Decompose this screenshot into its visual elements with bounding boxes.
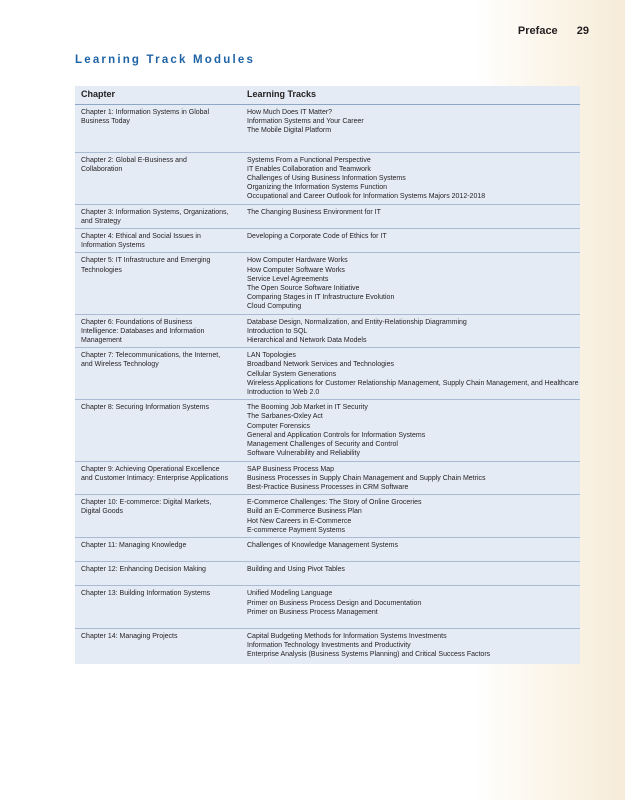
- learning-track-item: Management Challenges of Security and Control: [247, 441, 398, 449]
- chapter-cell: [75, 351, 247, 397]
- chapter-cell: [75, 403, 247, 458]
- learning-tracks-cell: [247, 256, 580, 311]
- learning-track-item: The Mobile Digital Platform: [247, 127, 332, 135]
- learning-track-item: Introduction to SQL: [247, 327, 308, 335]
- chapter-cell: [75, 465, 247, 493]
- chapter-text: Chapter 4: Ethical and Social Issues in: [81, 233, 201, 241]
- learning-track-item: Information Systems and Your Career: [247, 118, 364, 126]
- chapter-text: Chapter 12: Enhancing Decision Making: [81, 566, 206, 574]
- learning-tracks-cell: [247, 565, 580, 574]
- learning-tracks-cell: [247, 108, 580, 136]
- learning-track-item: Software Vulnerability and Reliability: [247, 450, 360, 458]
- learning-tracks-cell: [247, 498, 580, 535]
- learning-track-item: The Booming Job Market in IT Security: [247, 404, 368, 412]
- chapter-text: and Customer Intimacy: Enterprise Applications: [81, 474, 229, 482]
- chapter-text: and Strategy: [81, 217, 121, 225]
- chapter-text: Chapter 10: E-commerce: Digital Markets,: [81, 499, 212, 507]
- learning-track-item: Database Design, Normalization, and Entity-Relationship Diagramming: [247, 318, 467, 326]
- learning-tracks-cell: [247, 403, 580, 458]
- learning-track-item: Unified Modeling Language: [247, 590, 333, 598]
- learning-track-item: Comparing Stages in IT Infrastructure Evolution: [247, 294, 395, 302]
- learning-track-item: Primer on Business Process Management: [247, 608, 378, 616]
- learning-track-item: Systems From a Functional Perspective: [247, 156, 371, 164]
- chapter-cell: [75, 208, 247, 226]
- chapter-cell: [75, 565, 247, 574]
- column-header-learning-tracks: Learning Tracks: [247, 89, 317, 99]
- learning-track-item: Broadband Network Services and Technologies: [247, 361, 394, 369]
- learning-track-item: Introduction to Web 2.0: [247, 389, 320, 397]
- learning-tracks-cell: [247, 232, 580, 250]
- learning-tracks-cell: [247, 589, 580, 617]
- chapter-text: Chapter 13: Building Information Systems: [81, 590, 211, 598]
- learning-track-item: Cloud Computing: [247, 303, 302, 311]
- learning-track-item: E-commerce Payment Systems: [247, 526, 346, 534]
- page-header: [518, 25, 589, 37]
- learning-track-item: Challenges of Knowledge Management Systems: [247, 541, 398, 549]
- chapter-text: Intelligence: Databases and Information: [81, 327, 205, 335]
- learning-tracks-cell: [247, 351, 580, 397]
- chapter-cell: [75, 156, 247, 202]
- chapter-text: Chapter 5: IT Infrastructure and Emerging: [81, 257, 211, 265]
- learning-tracks-cell: [247, 632, 580, 660]
- chapter-text: Chapter 8: Securing Information Systems: [81, 404, 210, 412]
- table-row: [75, 495, 580, 538]
- chapter-cell: [75, 256, 247, 311]
- table-row: [75, 229, 580, 253]
- learning-tracks-cell: [247, 541, 580, 550]
- learning-track-item: How Computer Software Works: [247, 266, 345, 274]
- learning-track-item: Enterprise Analysis (Business Systems Planning) and Critical Success Factors: [247, 651, 491, 659]
- chapter-cell: [75, 541, 247, 550]
- page-number: 29: [576, 25, 589, 37]
- learning-track-item: The Sarbanes-Oxley Act: [247, 413, 323, 421]
- table-body: [75, 105, 580, 662]
- learning-track-item: General and Application Controls for Information Systems: [247, 431, 426, 439]
- learning-track-item: Cellular System Generations: [247, 370, 337, 378]
- learning-track-item: LAN Topologies: [247, 352, 296, 360]
- learning-tracks-table: [75, 86, 580, 664]
- chapter-cell: [75, 632, 247, 660]
- learning-track-item: Wireless Applications for Customer Relationship Management, Supply Chain Management, and Healthcare: [247, 379, 579, 387]
- chapter-cell: [75, 318, 247, 346]
- chapter-cell: [75, 108, 247, 136]
- table-row: [75, 348, 580, 400]
- learning-track-item: Occupational and Career Outlook for Information Systems Majors 2012-2018: [247, 193, 486, 201]
- learning-track-item: Primer on Business Process Design and Documentation: [247, 599, 422, 607]
- learning-tracks-cell: [247, 465, 580, 493]
- learning-track-item: Build an E-Commerce Business Plan: [247, 508, 362, 516]
- table-row: [75, 205, 580, 229]
- learning-track-item: Organizing the Information Systems Function: [247, 184, 388, 192]
- learning-tracks-cell: [247, 208, 580, 226]
- table-row: [75, 105, 580, 153]
- chapter-text: Collaboration: [81, 165, 123, 173]
- chapter-text: Chapter 1: Information Systems in Global: [81, 109, 210, 116]
- table-row: [75, 400, 580, 461]
- table-row: [75, 586, 580, 629]
- table-row: [75, 562, 580, 586]
- chapter-text: Digital Goods: [81, 508, 124, 516]
- section-name: Preface: [517, 25, 558, 37]
- table-row: [75, 629, 580, 662]
- learning-track-item: IT Enables Collaboration and Teamwork: [247, 165, 371, 173]
- learning-track-item: Developing a Corporate Code of Ethics for IT: [247, 233, 387, 241]
- learning-track-item: The Open Source Software Initiative: [247, 285, 360, 293]
- chapter-text: Chapter 2: Global E-Business and: [81, 156, 187, 164]
- table-row: [75, 462, 580, 496]
- page-title: Learning Track Modules: [75, 54, 256, 66]
- chapter-text: Chapter 11: Managing Knowledge: [81, 541, 187, 549]
- chapter-text: Chapter 6: Foundations of Business: [81, 318, 193, 326]
- table-row: [75, 315, 580, 349]
- learning-track-item: Business Processes in Supply Chain Management and Supply Chain Metrics: [247, 474, 486, 482]
- learning-track-item: Building and Using Pivot Tables: [247, 566, 345, 574]
- chapter-text: Business Today: [81, 118, 130, 126]
- chapter-cell: [75, 498, 247, 535]
- chapter-text: and Wireless Technology: [81, 361, 159, 369]
- learning-track-item: SAP Business Process Map: [247, 465, 335, 473]
- learning-track-item: How Computer Hardware Works: [247, 257, 348, 265]
- learning-track-item: Hot New Careers in E-Commerce: [247, 517, 352, 525]
- learning-track-item: The Changing Business Environment for IT: [247, 208, 381, 216]
- learning-tracks-cell: [247, 156, 580, 202]
- chapter-cell: [75, 232, 247, 250]
- learning-tracks-cell: [247, 318, 580, 346]
- learning-track-item: Service Level Agreements: [247, 275, 329, 283]
- chapter-text: Chapter 3: Information Systems, Organizations,: [81, 208, 229, 216]
- table-row: [75, 153, 580, 205]
- chapter-text: Chapter 14: Managing Projects: [81, 632, 178, 640]
- learning-track-item: Challenges of Using Business Information Systems: [247, 175, 406, 183]
- learning-track-item: How Much Does IT Matter?: [247, 109, 333, 116]
- chapter-text: Management: [81, 337, 122, 345]
- chapter-text: Information Systems: [81, 242, 145, 250]
- learning-track-item: Hierarchical and Network Data Models: [247, 337, 367, 345]
- chapter-text: Chapter 9: Achieving Operational Excellence: [81, 465, 220, 473]
- chapter-cell: [75, 589, 247, 617]
- chapter-text: Technologies: [81, 266, 122, 274]
- learning-track-item: Capital Budgeting Methods for Information Systems Investments: [247, 632, 447, 640]
- learning-track-item: Information Technology Investments and Productivity: [247, 642, 411, 650]
- table-row: [75, 253, 580, 314]
- table-header: [75, 86, 580, 105]
- column-header-chapter: Chapter: [81, 89, 116, 99]
- learning-track-item: Best-Practice Business Processes in CRM Software: [247, 483, 409, 491]
- learning-track-item: Computer Forensics: [247, 422, 311, 430]
- chapter-text: Chapter 7: Telecommunications, the Internet,: [81, 352, 221, 360]
- learning-track-item: E-Commerce Challenges: The Story of Online Groceries: [247, 499, 422, 507]
- table-row: [75, 538, 580, 562]
